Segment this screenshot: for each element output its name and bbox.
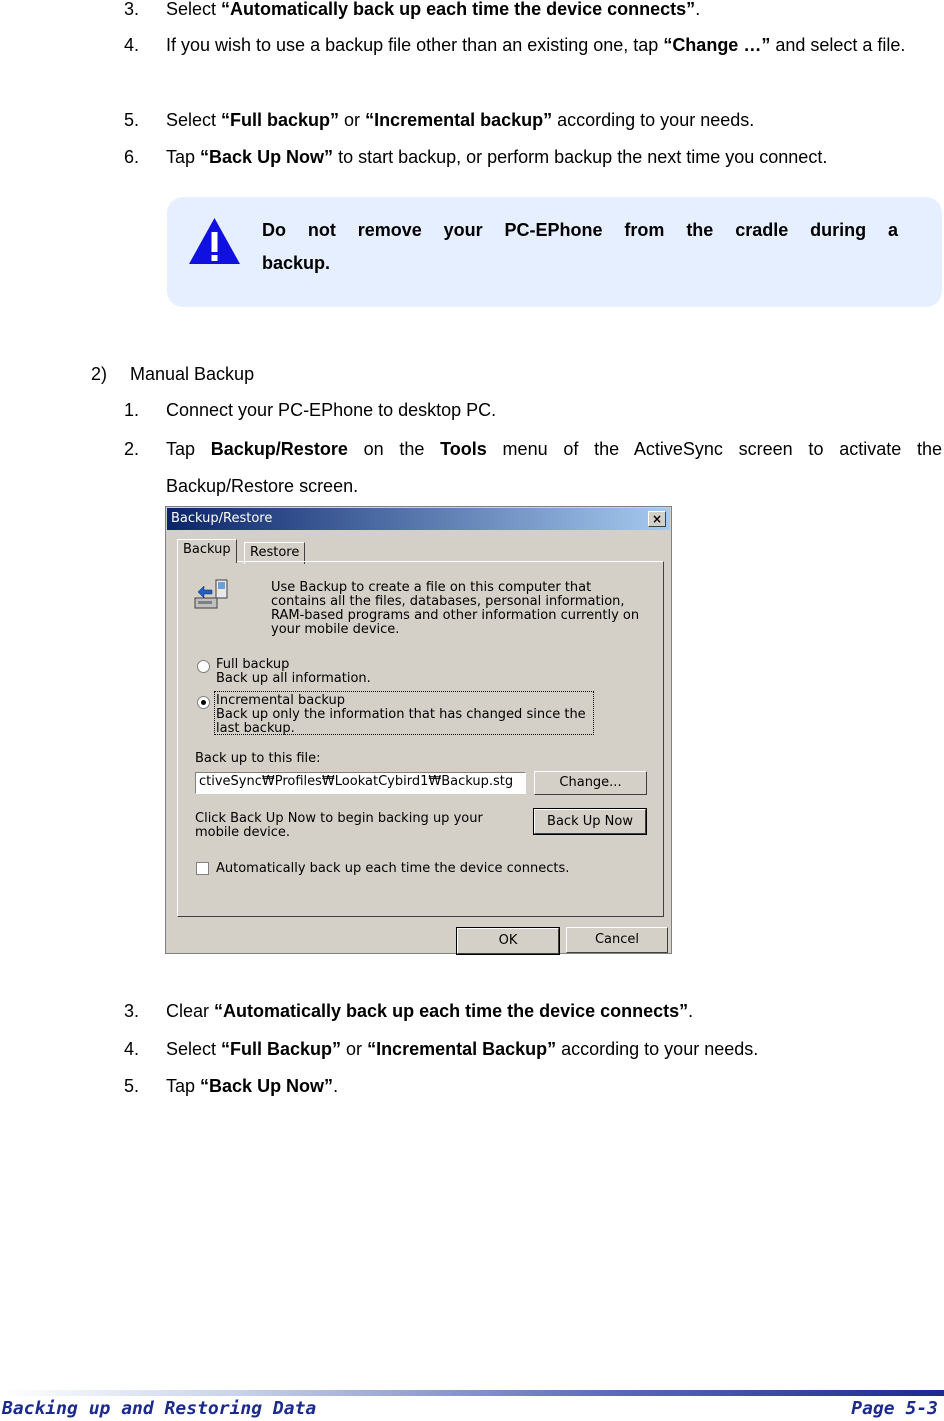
incremental-backup-desc: Back up only the information that has changed since the last backup. (216, 707, 586, 736)
step-number: 4. (124, 1039, 140, 1059)
ok-button[interactable]: OK (457, 928, 559, 954)
back-up-now-instructions: Click Back Up Now to begin backing up your mobile device. (195, 811, 483, 840)
step-text: Tap “Back Up Now” to start backup, or perform backup the next time you connect. (166, 147, 828, 167)
tab-backup[interactable]: Backup (177, 539, 237, 563)
step-text: Tap “Back Up Now”. (166, 1076, 339, 1096)
backup-intro: Use Backup to create a file on this computer that contains all the files, databases, personal information, RAM-based programs and other information currently on your mobile device. (271, 580, 640, 637)
auto-backup-label: Automatically back up each time the device connects. (216, 861, 570, 876)
backup-panel (177, 561, 664, 917)
step-text: Connect your PC-EPhone to desktop PC. (166, 400, 497, 420)
step-text: Select “Full backup” or “Incremental backup” according to your needs. (166, 110, 755, 130)
cancel-button[interactable]: Cancel (566, 927, 668, 953)
full-backup-desc: Back up all information. (216, 671, 371, 686)
incremental-backup-radio[interactable] (197, 696, 210, 709)
step-text: Tap Backup/Restore on the Tools menu of the ActiveSync screen to activate the Backup/Restore screen. (166, 439, 943, 496)
warning-box (167, 197, 942, 307)
step-number: 1. (124, 400, 140, 420)
footer-section-title: Backing up and Restoring Data (2, 1398, 317, 1419)
device-sync-icon (192, 576, 232, 616)
step-number: 3. (124, 1001, 140, 1021)
dialog-title: Backup/Restore (171, 511, 273, 526)
step-number: 2. (124, 439, 140, 459)
step-text: Select “Full Backup” or “Incremental Backup” according to your needs. (166, 1039, 759, 1059)
warning-text: Do not remove your PC-EPhone from the cradle during a backup. (262, 220, 898, 273)
step-text: Select “Automatically back up each time the device connects”. (166, 0, 701, 19)
step-text: If you wish to use a backup file other than an existing one, tap “Change …” and select a file. (166, 35, 906, 55)
section-heading: Manual Backup (130, 364, 255, 384)
dialog-title-bar (167, 508, 670, 530)
backup-restore-dialog (165, 506, 672, 954)
close-button[interactable]: × (648, 511, 666, 527)
tab-restore[interactable]: Restore (244, 542, 305, 564)
step-number: 4. (124, 35, 140, 55)
footer-page-number: Page 5-3 (851, 1398, 938, 1419)
full-backup-title: Full backup (216, 657, 290, 672)
incremental-backup-title: Incremental backup (216, 693, 345, 708)
step-number: 6. (124, 147, 140, 167)
auto-backup-checkbox[interactable] (196, 862, 209, 875)
warning-icon (187, 216, 242, 266)
step-number: 5. (124, 1076, 140, 1096)
footer-rule (0, 1390, 944, 1396)
section-number: 2) (91, 364, 108, 384)
step-number: 3. (124, 0, 140, 19)
change-button[interactable]: Change... (534, 771, 647, 795)
back-up-now-button[interactable]: Back Up Now (534, 809, 646, 834)
step-text: Clear “Automatically back up each time the device connects”. (166, 1001, 694, 1021)
step-number: 5. (124, 110, 140, 130)
backup-file-field[interactable]: ctiveSync₩Profiles₩LookatCybird1₩Backup.stg (195, 772, 526, 794)
file-label: Back up to this file: (195, 751, 321, 766)
full-backup-radio[interactable] (197, 660, 210, 673)
